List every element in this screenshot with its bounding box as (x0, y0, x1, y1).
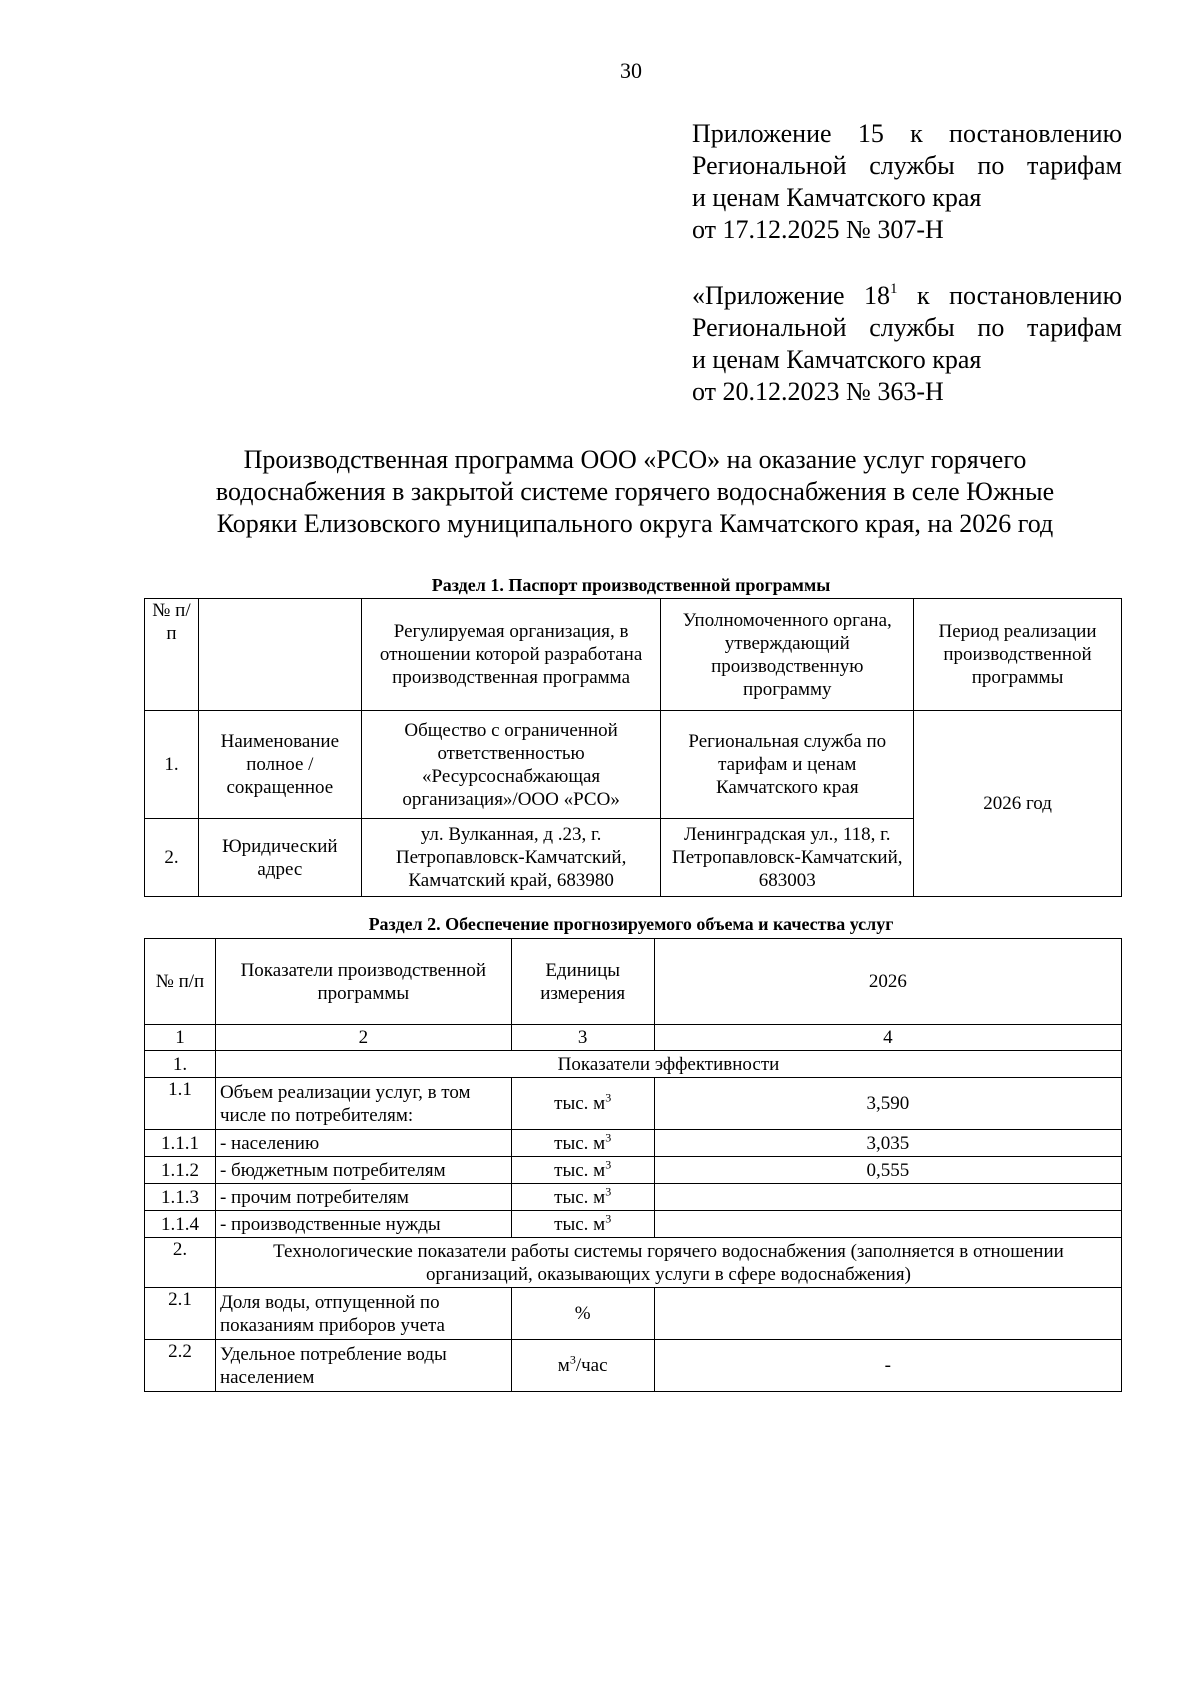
unit-superscript: 3 (605, 1157, 612, 1172)
section-2-caption: Раздел 2. Обеспечение прогнозируемого объема и качества услуг (368, 914, 894, 934)
row-label: Юридический адрес (198, 819, 361, 897)
period-value: 2026 год (914, 711, 1122, 897)
column-number: 3 (511, 1025, 654, 1051)
column-number: 1 (145, 1025, 216, 1051)
organization-address: ул. Вулканная, д .23, г. Петропавловск-Камчатский, Камчатский край, 683980 (361, 819, 661, 897)
table-row (145, 1340, 1122, 1392)
header-num: № п/п (145, 599, 199, 711)
row-num: 1. (145, 711, 199, 819)
authority-address: Ленинградская ул., 118, г. Петропавловск-Камчатский, 683003 (661, 819, 914, 897)
row-num: 2. (145, 819, 199, 897)
column-number: 2 (215, 1025, 511, 1051)
row-num: 1.1.2 (145, 1157, 216, 1184)
header-year: 2026 (654, 939, 1121, 1025)
table-row (145, 1130, 1122, 1157)
document-title-line-3: Коряки Елизовского муниципального округа Камчатского края, на 2026 год (216, 509, 1054, 538)
appendix-15-line-3: и ценам Камчатского края (692, 183, 982, 212)
header-organization: Регулируемая организация, в отношении которой разработана производственная программа (361, 599, 661, 711)
unit-text: тыс. м (554, 1213, 606, 1235)
unit-superscript: 3 (605, 1130, 612, 1145)
indicator-name: - бюджетным потребителям (215, 1157, 511, 1184)
document-title-line-1: Производственная программа ООО «РСО» на оказание услуг горячего (243, 445, 1027, 474)
header-indicator: Показатели производственной программы (215, 939, 511, 1025)
unit-superscript: 3 (605, 1090, 612, 1105)
unit-text: м (557, 1355, 570, 1376)
document-title-line-2: водоснабжения в закрытой системе горячего водоснабжения в селе Южные (215, 477, 1055, 506)
header-period: Период реализации производственной программы (914, 599, 1122, 711)
unit-cell (511, 1340, 654, 1392)
header-blank (198, 599, 361, 711)
appendix-15-line-4: от 17.12.2025 № 307-Н (692, 215, 944, 244)
header-authority: Уполномоченного органа, утверждающий производственную программу (661, 599, 914, 711)
appendix-18-line-1-b: к постановлению (897, 281, 1122, 310)
section-1-table (144, 598, 1122, 897)
appendix-18-line-1 (692, 280, 1122, 312)
header-unit: Единицы измерения (511, 939, 654, 1025)
unit-cell (511, 1211, 654, 1238)
table-row (145, 1211, 1122, 1238)
indicator-name: Удельное потребление воды населением (215, 1340, 511, 1392)
group-title: Технологические показатели работы системы горячего водоснабжения (заполняется в отношении организаций, оказывающих услуги в сфере водоснабжения) (215, 1238, 1121, 1288)
table-row (145, 1288, 1122, 1340)
group-num: 1. (145, 1051, 216, 1078)
unit-text-suffix: /час (575, 1355, 608, 1376)
appendix-18-header (692, 280, 1122, 408)
row-num: 1.1.1 (145, 1130, 216, 1157)
document-title (150, 444, 1120, 540)
unit-cell (511, 1078, 654, 1130)
appendix-15-header (692, 118, 1122, 246)
indicator-value (654, 1288, 1121, 1340)
column-number: 4 (654, 1025, 1121, 1051)
indicator-value: 3,035 (654, 1130, 1121, 1157)
indicator-value (654, 1184, 1121, 1211)
group-title: Показатели эффективности (215, 1051, 1121, 1078)
table-row (145, 599, 1122, 711)
unit-superscript: 3 (569, 1352, 576, 1367)
appendix-15-line-1: Приложение 15 к постановлению (692, 119, 1122, 148)
appendix-18-line-3: и ценам Камчатского края (692, 345, 982, 374)
appendix-15-line-2: Региональной службы по тарифам (692, 151, 1122, 180)
header-num: № п/п (145, 939, 216, 1025)
unit-cell (511, 1157, 654, 1184)
indicator-name: - прочим потребителям (215, 1184, 511, 1211)
table-row (145, 1051, 1122, 1078)
table-row (145, 711, 1122, 819)
row-num: 1.1.4 (145, 1211, 216, 1238)
indicator-name: - производственные нужды (215, 1211, 511, 1238)
row-num: 2.2 (145, 1340, 216, 1392)
indicator-value (654, 1211, 1121, 1238)
group-num: 2. (145, 1238, 216, 1288)
indicator-name: Объем реализации услуг, в том числе по потребителям: (215, 1078, 511, 1130)
appendix-18-line-4: от 20.12.2023 № 363-Н (692, 377, 944, 406)
table-row (145, 939, 1122, 1025)
indicator-value: - (654, 1340, 1121, 1392)
unit-superscript: 3 (605, 1211, 612, 1226)
appendix-18-line-1-a: «Приложение 18 (692, 281, 891, 310)
unit-text: тыс. м (554, 1093, 606, 1114)
indicator-name: - населению (215, 1130, 511, 1157)
unit-text: тыс. м (554, 1159, 606, 1181)
row-num: 1.1.3 (145, 1184, 216, 1211)
table-row (145, 1238, 1122, 1288)
unit-cell: % (511, 1288, 654, 1340)
row-num: 2.1 (145, 1288, 216, 1340)
table-row (145, 1184, 1122, 1211)
table-row (145, 1157, 1122, 1184)
appendix-18-line-2: Региональной службы по тарифам (692, 313, 1122, 342)
section-1-caption: Раздел 1. Паспорт производственной программы (431, 575, 831, 595)
page-number: 30 (620, 58, 642, 83)
unit-superscript: 3 (605, 1184, 612, 1199)
table-row (145, 1078, 1122, 1130)
table-row (145, 1025, 1122, 1051)
indicator-value: 0,555 (654, 1157, 1121, 1184)
unit-cell (511, 1130, 654, 1157)
appendix-18-superscript: 1 (890, 281, 898, 297)
row-label: Наименование полное / сокращенное (198, 711, 361, 819)
indicator-name: Доля воды, отпущенной по показаниям приборов учета (215, 1288, 511, 1340)
authority-name: Региональная служба по тарифам и ценам Камчатского края (661, 711, 914, 819)
indicator-value: 3,590 (654, 1078, 1121, 1130)
organization-name: Общество с ограниченной ответственностью «Ресурсоснабжающая организация»/ООО «РСО» (361, 711, 661, 819)
section-2-table (144, 938, 1122, 1392)
unit-cell (511, 1184, 654, 1211)
unit-text: тыс. м (554, 1132, 606, 1154)
unit-text: тыс. м (554, 1186, 606, 1208)
row-num: 1.1 (145, 1078, 216, 1130)
